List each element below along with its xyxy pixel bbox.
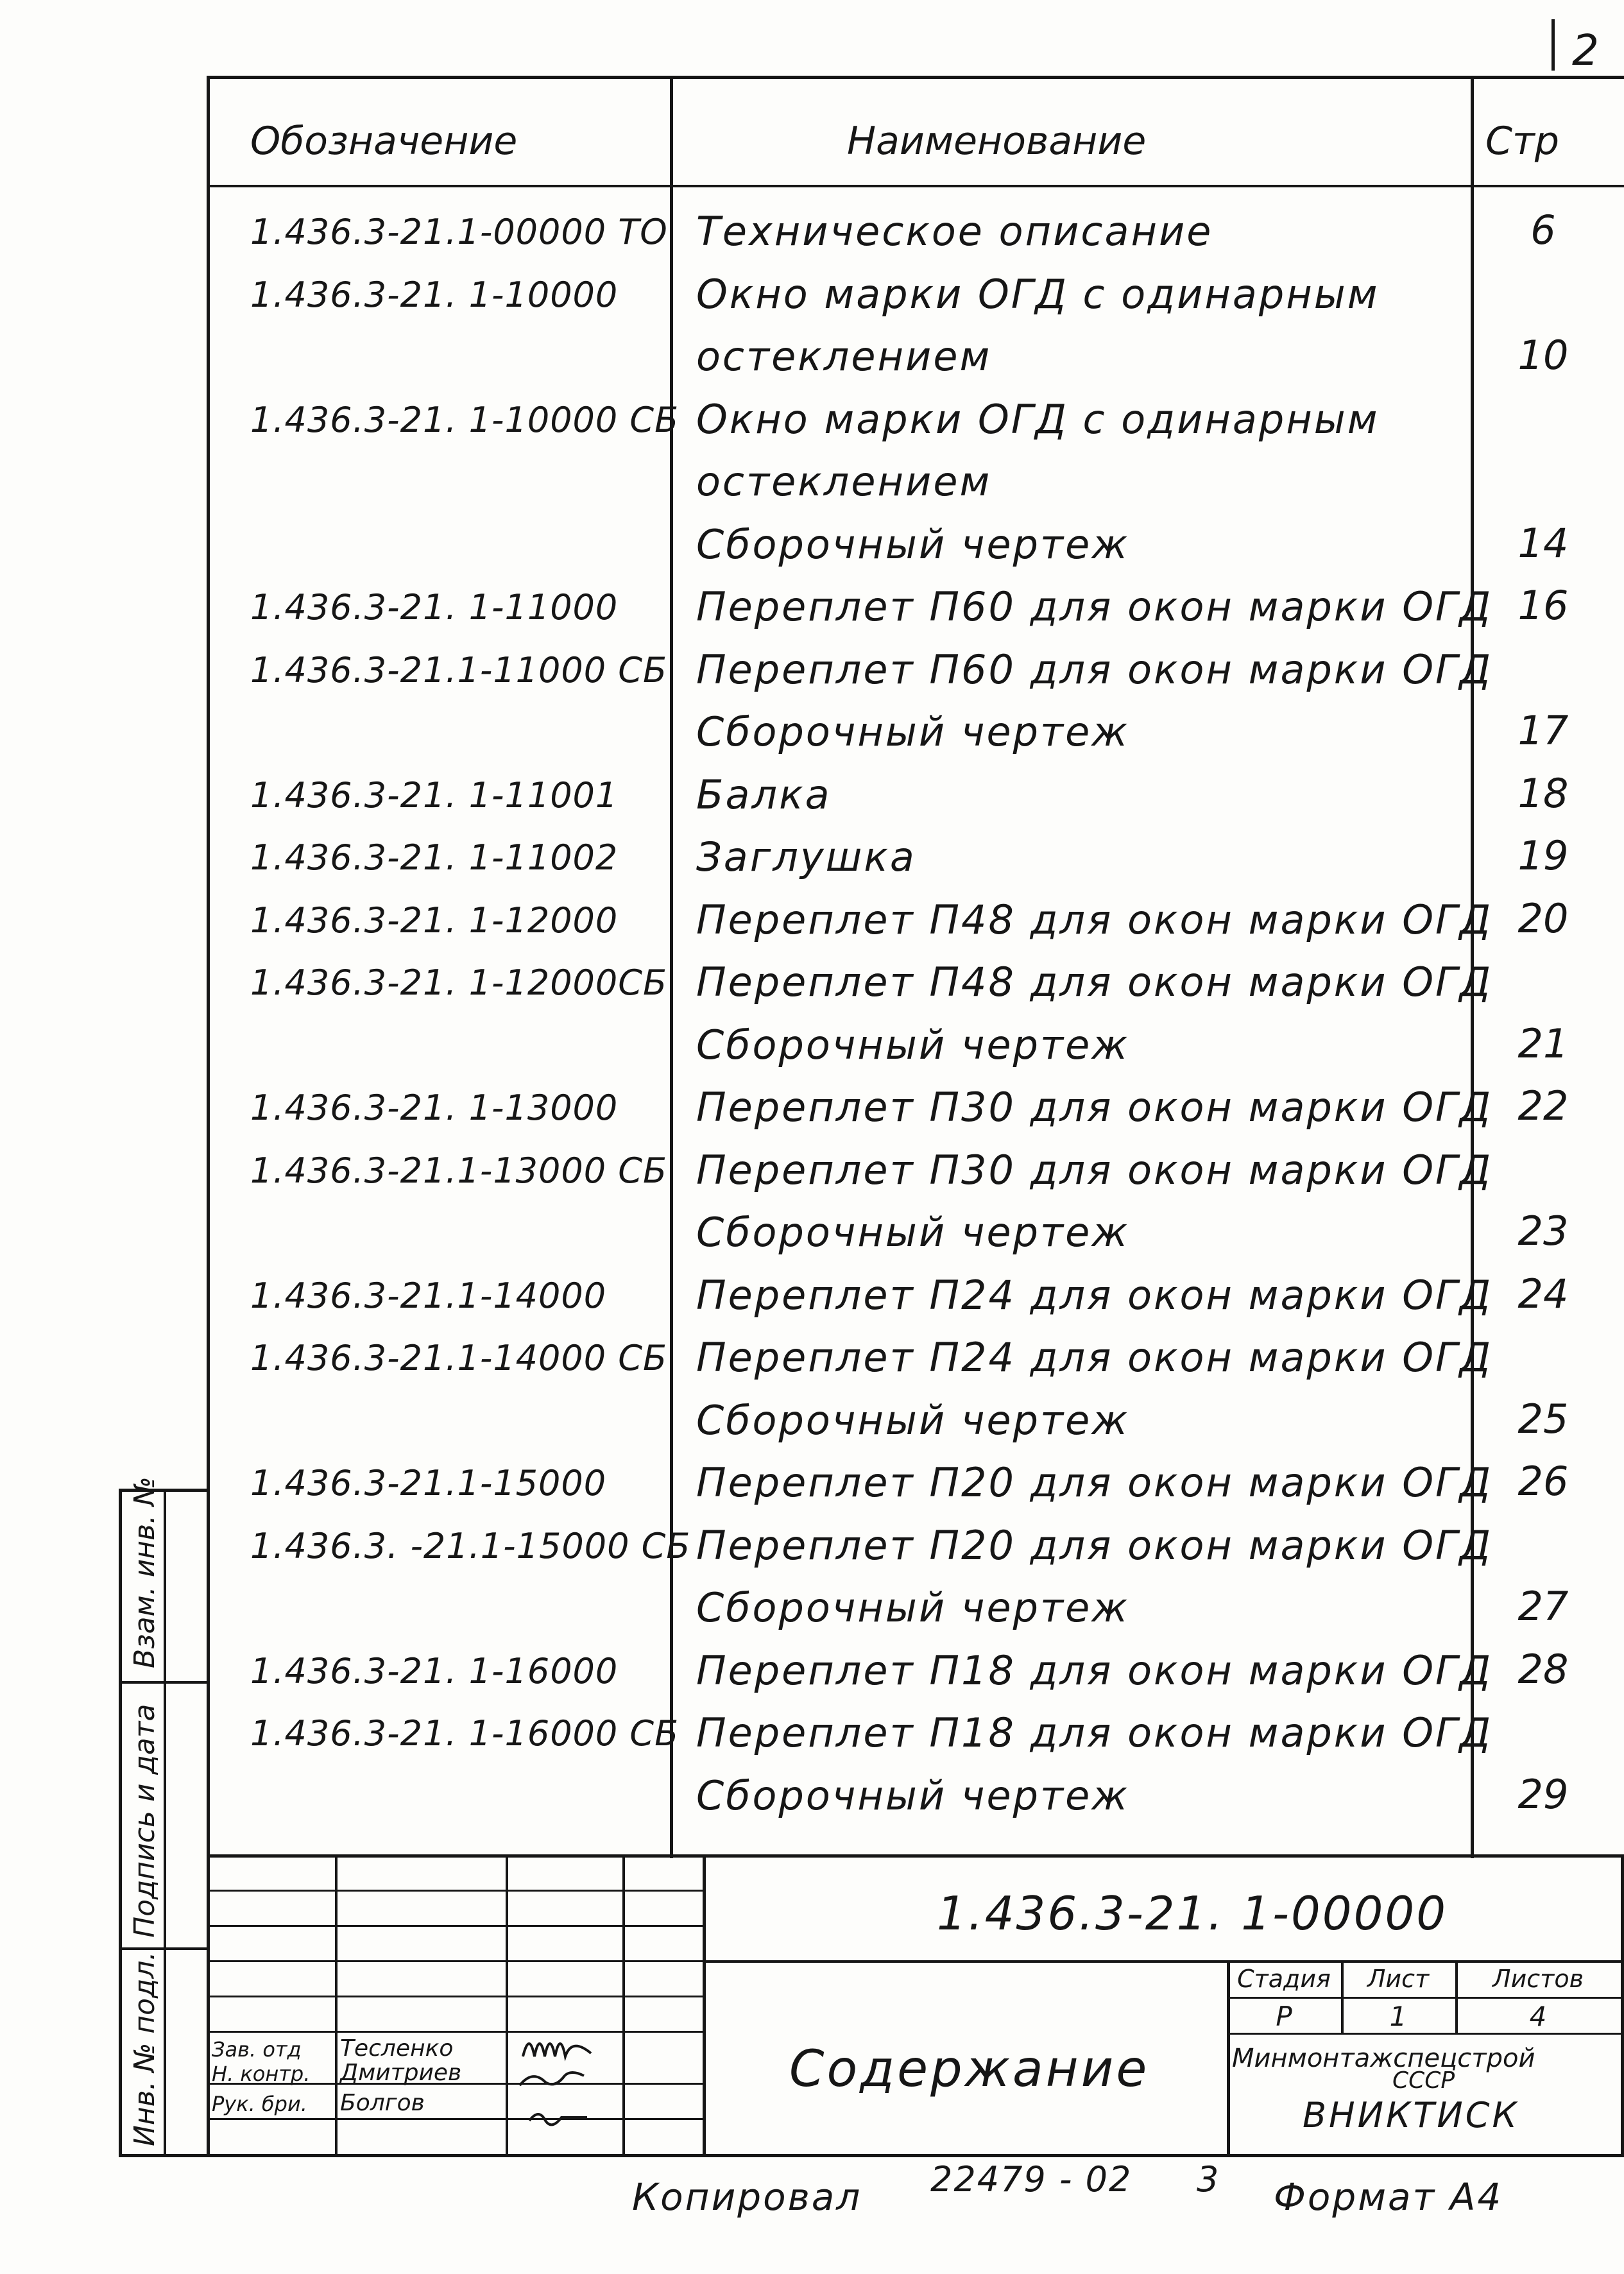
row-name: остеклением xyxy=(696,458,992,505)
footer-copied: Копировал xyxy=(632,2175,862,2219)
row-name: Окно марки ОГД с одинарным xyxy=(696,270,1380,318)
row-designation: 1.436.3-21.1-13000 СБ xyxy=(250,1150,668,1191)
side-label-podpis: Подпись и дата xyxy=(128,1704,161,1938)
header-name: Наименование xyxy=(847,119,1147,164)
stamp-stage-row-2 xyxy=(1227,2033,1624,2035)
row-designation: 1.436.3-21.1-15000 xyxy=(250,1463,607,1503)
row-designation: 1.436.3. -21.1-15000 СБ xyxy=(250,1525,691,1566)
row-page: 25 xyxy=(1517,1395,1569,1442)
stage-label: Стадия xyxy=(1237,1965,1331,1993)
stamp-grid-row-3 xyxy=(207,1960,703,1962)
row-page: 26 xyxy=(1517,1458,1569,1505)
row-name: Переплет П18 для окон марки ОГД xyxy=(696,1709,1493,1756)
row-designation: 1.436.3-21. 1-10000 СБ xyxy=(250,399,680,440)
role-ruk-bri: Рук. бри. xyxy=(212,2092,307,2116)
row-name: Переплет П20 для окон марки ОГД xyxy=(696,1521,1493,1569)
row-page: 23 xyxy=(1517,1208,1569,1254)
name-bolgov: Болгов xyxy=(340,2090,425,2116)
stamp-document-code: 1.436.3-21. 1-00000 xyxy=(937,1886,1448,1940)
side-frame-left xyxy=(119,1489,122,2157)
row-page: 16 xyxy=(1517,582,1569,629)
row-name: Переплет П24 для окон марки ОГД xyxy=(696,1271,1493,1319)
header-page: Стр xyxy=(1485,119,1559,164)
role-n-kontr: Н. контр. xyxy=(212,2062,311,2086)
row-designation: 1.436.3-21.1-14000 xyxy=(250,1275,607,1316)
row-page: 19 xyxy=(1517,832,1569,879)
row-page: 22 xyxy=(1517,1082,1569,1129)
row-designation: 1.436.3-21.1-11000 СБ xyxy=(250,649,668,690)
footer-format: Формат А4 xyxy=(1274,2175,1503,2219)
row-designation: 1.436.3-21. 1-11000 xyxy=(250,587,619,628)
row-page: 27 xyxy=(1517,1583,1569,1630)
sheets-value: 4 xyxy=(1529,2001,1547,2032)
org-line-3: ВНИКТИСК xyxy=(1303,2095,1519,2135)
row-page: 20 xyxy=(1517,894,1569,942)
row-name: Сборочный чертеж xyxy=(696,1209,1130,1256)
row-page: 10 xyxy=(1517,332,1569,379)
row-name: Переплет П48 для окон марки ОГД xyxy=(696,959,1493,1005)
stage-value: Р xyxy=(1276,2001,1292,2032)
row-designation: 1.436.3-21. 1-16000 xyxy=(250,1650,619,1691)
role-zav-otd: Зав. отд xyxy=(212,2037,302,2062)
row-page: 14 xyxy=(1517,519,1569,567)
row-name: Переплет П30 для окон марки ОГД xyxy=(696,1084,1493,1131)
stamp-grid-col-1 xyxy=(335,1854,338,2157)
row-name: Переплет П60 для окон марки ОГД xyxy=(696,645,1493,693)
sheet-label: Лист xyxy=(1367,1965,1430,1993)
side-frame-mid xyxy=(164,1489,166,2157)
side-sep-1 xyxy=(119,1681,207,1684)
row-name: Окно марки ОГД с одинарным xyxy=(696,395,1380,443)
row-name: Сборочный чертеж xyxy=(696,1584,1130,1631)
row-name: Балка xyxy=(696,771,832,818)
signature-teslenko xyxy=(523,2044,591,2056)
row-name: Переплет П18 для окон марки ОГД xyxy=(696,1646,1493,1694)
row-designation: 1.436.3-21. 1-13000 xyxy=(250,1088,619,1128)
row-name: Сборочный чертеж xyxy=(696,520,1130,568)
stamp-title: Содержание xyxy=(789,2040,1150,2098)
signature-dmitriev xyxy=(520,2073,584,2085)
stamp-code-underline xyxy=(703,1960,1624,1963)
stamp-grid-row-4 xyxy=(207,1996,703,1997)
signature-bolgov xyxy=(529,2114,587,2124)
row-designation: 1.436.3-21. 1-10000 xyxy=(250,274,619,315)
row-name: остеклением xyxy=(696,333,992,380)
signatures xyxy=(510,2028,651,2156)
stamp-stage-row-1 xyxy=(1227,1997,1624,1999)
name-dmitriev: Дмитриев xyxy=(340,2060,462,2086)
row-name: Переплет П30 для окон марки ОГД xyxy=(696,1146,1493,1193)
org-line-2: СССР xyxy=(1392,2067,1455,2094)
row-page: 18 xyxy=(1517,769,1569,817)
footer-page-number: 3 xyxy=(1197,2159,1219,2200)
row-name: Переплет П20 для окон марки ОГД xyxy=(696,1459,1493,1506)
stamp-divider-left xyxy=(703,1854,706,2157)
row-name: Сборочный чертеж xyxy=(696,1772,1130,1819)
row-page: 24 xyxy=(1517,1270,1569,1317)
header-underline xyxy=(207,185,1624,187)
name-teslenko: Тесленко xyxy=(340,2035,454,2062)
row-designation: 1.436.3-21. 1-16000 СБ xyxy=(250,1713,680,1754)
stamp-grid-col-2 xyxy=(506,1854,508,2157)
row-name: Заглушка xyxy=(696,834,916,880)
row-name: Техническое описание xyxy=(696,208,1213,255)
row-name: Сборочный чертеж xyxy=(696,1021,1130,1068)
stamp-grid-row-1 xyxy=(207,1890,703,1892)
sheet-number: 2 xyxy=(1572,26,1599,75)
row-name: Сборочный чертеж xyxy=(696,708,1130,755)
sheet-value: 1 xyxy=(1389,2001,1407,2032)
frame-top xyxy=(207,76,1624,79)
stamp-grid-row-2 xyxy=(207,1925,703,1927)
row-page: 21 xyxy=(1517,1020,1569,1067)
side-label-inv-podl: Инв. № подл. xyxy=(128,1951,161,2146)
sheets-label: Листов xyxy=(1492,1965,1584,1993)
row-designation: 1.436.3-21. 1-11002 xyxy=(250,837,619,878)
sheet-number-divider xyxy=(1551,19,1555,71)
frame-left xyxy=(207,76,210,2157)
col-divider-1 xyxy=(670,76,673,1858)
row-designation: 1.436.3-21. 1-12000 xyxy=(250,900,619,941)
stamp-bottom xyxy=(122,2154,1624,2157)
row-page: 29 xyxy=(1517,1770,1569,1818)
row-page: 28 xyxy=(1517,1645,1569,1693)
row-designation: 1.436.3-21.1-14000 СБ xyxy=(250,1338,668,1378)
row-designation: 1.436.3-21. 1-12000СБ xyxy=(250,962,668,1003)
row-name: Переплет П60 для окон марки ОГД xyxy=(696,583,1493,630)
org-line-1: Минмонтажспецстрой xyxy=(1232,2044,1535,2073)
row-page: 17 xyxy=(1517,707,1569,754)
stamp-top xyxy=(207,1854,1624,1858)
side-label-vzam-inv: Взам. инв. № xyxy=(128,1476,161,1668)
row-designation: 1.436.3-21.1-00000 ТО xyxy=(250,212,668,252)
row-name: Сборочный чертеж xyxy=(696,1396,1130,1444)
row-designation: 1.436.3-21. 1-11001 xyxy=(250,774,619,816)
footer-order: 22479 - 02 xyxy=(930,2159,1133,2200)
side-sep-2 xyxy=(119,1947,207,1950)
row-name: Переплет П48 для окон марки ОГД xyxy=(696,896,1493,943)
stamp-right xyxy=(1621,1854,1624,2157)
row-name: Переплет П24 для окон марки ОГД xyxy=(696,1334,1493,1381)
row-page: 6 xyxy=(1530,207,1556,253)
header-designation: Обозначение xyxy=(250,119,518,164)
